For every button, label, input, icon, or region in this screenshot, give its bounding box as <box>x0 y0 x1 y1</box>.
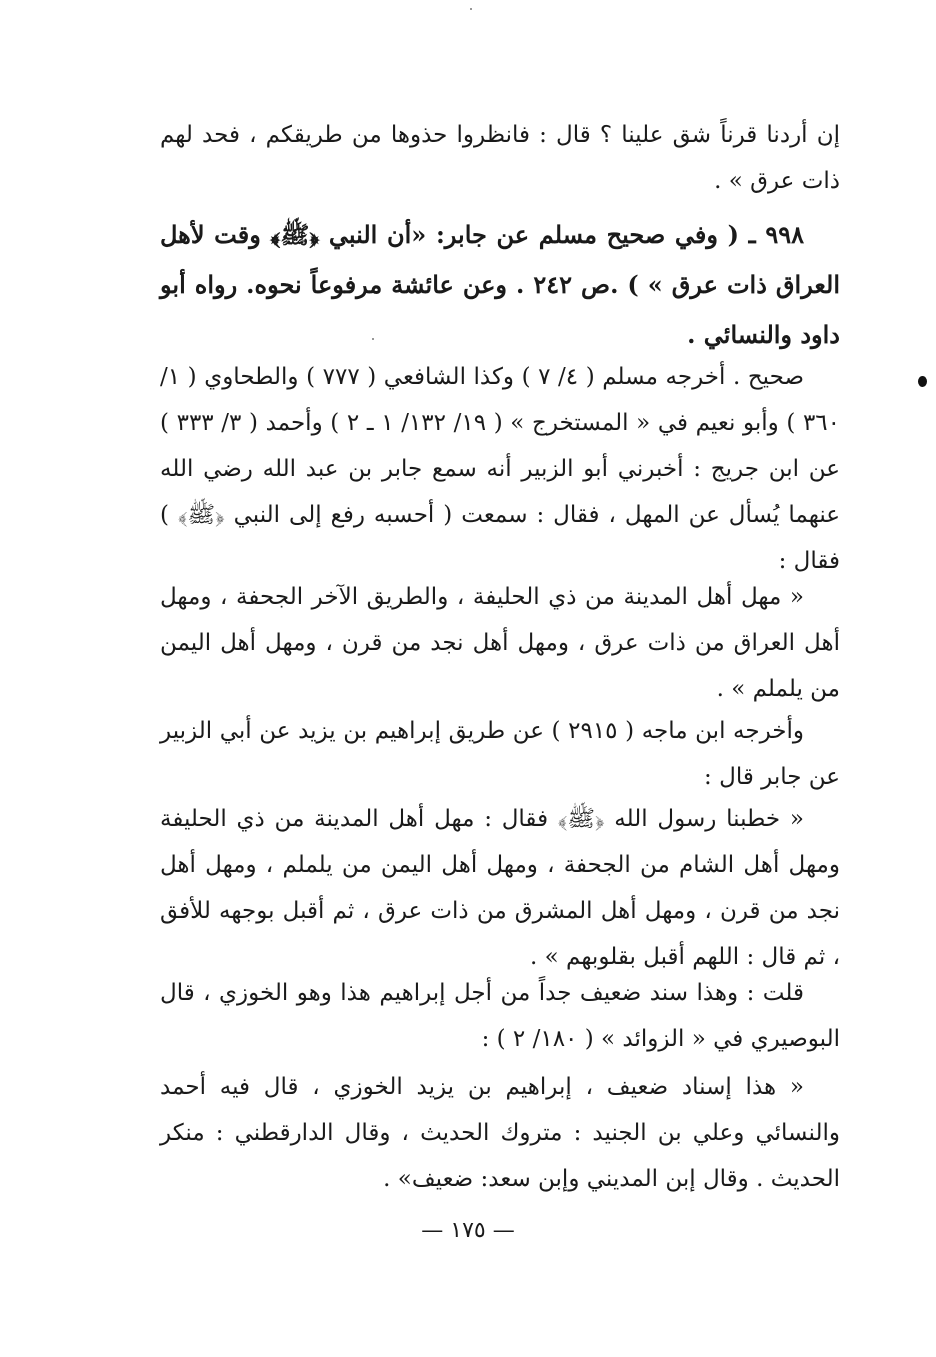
hadith-text: ( وفي صحيح مسلم عن جابر: «أن النبي ﴿ﷺ﴾ وقت لأهل العراق ذات عرق » ) .ص ٢٤٢ . وعن عائشة مرفوعاً نحوه. رواه أبو داود والنسائي . <box>160 220 840 349</box>
quoted-hadith-1: « مهل أهل المدينة من ذي الحليفة ، والطريق الآخر الجحفة ، ومهل أهل العراق من ذات عرق ، ومهل أهل نجد من قرن ، ومهل أهل اليمن من يلملم » . <box>160 584 840 702</box>
margin-bullet <box>918 376 927 387</box>
hadith-998 <box>160 210 840 360</box>
ibn-majah-paragraph: وأخرجه ابن ماجه ( ٢٩١٥ ) عن طريق إبراهيم بن يزيد عن أبي الزبير عن جابر قال : <box>160 718 840 790</box>
paragraph-continuation: إن أردنا قرناً شق علينا ؟ قال : فانظروا حذوها من طريقكم ، فحد لهم ذات عرق » . <box>160 122 840 194</box>
author-comment: قلت : وهذا سند ضعيف جداً من أجل إبراهيم هذا وهو الخوزي ، قال البوصيري في « الزوائد » ( ١٨٠/ ٢ ) : <box>160 980 840 1052</box>
busiri-quote: « هذا إسناد ضعيف ، إبراهيم بن يزيد الخوزي ، قال فيه أحمد والنسائي وعلي بن الجنيد : متروك الحديث ، وقال الدارقطني : منكر الحديث . وقال إبن المديني وإبن سعد: ضعيف» . <box>160 1074 840 1192</box>
scan-speck <box>470 8 472 10</box>
page-number: — ١٧٥ — <box>421 1218 515 1243</box>
hadith-number: ٩٩٨ ـ <box>748 220 805 249</box>
quoted-hadith-2: « خطبنا رسول الله ﴿ﷺ﴾ فقال : مهل أهل المدينة من ذي الحليفة ومهل أهل الشام من الجحفة ، ومهل أهل اليمن من يلملم ، ومهل أهل نجد من قرن ، ومهل أهل المشرق من ذات عرق ، ثم أقبل بوجهه للأفق ، ثم قال : اللهم أقبل بقلوبهم » . <box>160 806 840 970</box>
takhrij-paragraph: صحيح . أخرجه مسلم ( ٤/ ٧ ) وكذا الشافعي ( ٧٧٧ ) والطحاوي ( ١/ ٣٦٠ ) وأبو نعيم في « المستخرج » ( ١٩/ ١٣٢/ ١ ـ ٢ ) وأحمد ( ٣/ ٣٣٣ ) عن ابن جريج : أخبرني أبو الزبير أنه سمع جابر بن عبد الله رضي الله عنهما يُسأل عن المهل ، فقال : سمعت ( أحسبه رفع إلى النبي ﴿ﷺ﴾ ) فقال : <box>160 364 841 574</box>
